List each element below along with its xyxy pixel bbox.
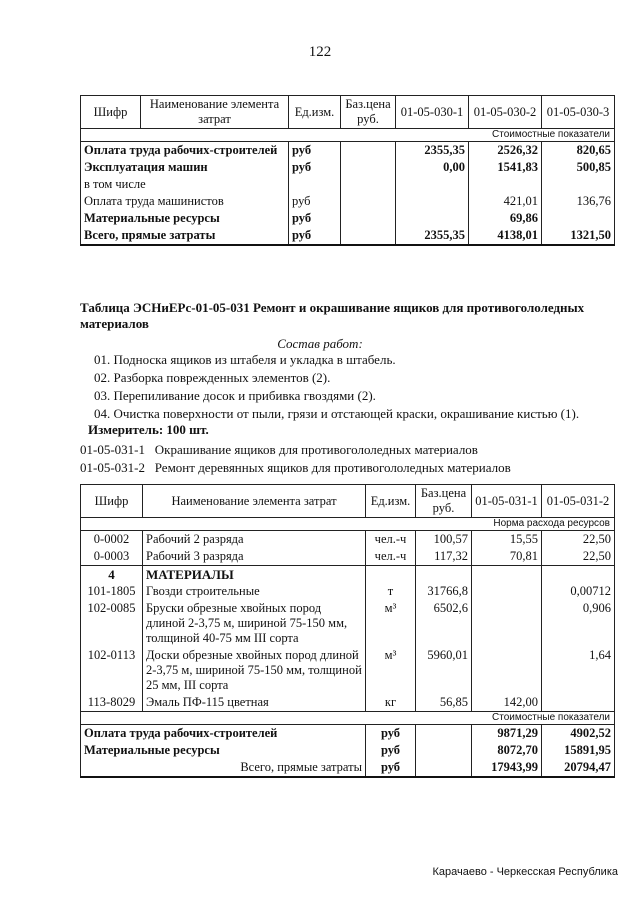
row-value: 70,81 — [472, 548, 542, 566]
row-value: 22,50 — [542, 531, 615, 549]
table-row — [81, 548, 615, 566]
row-value: 0,00 — [396, 159, 469, 176]
cost-table-030 — [80, 95, 615, 246]
row-name: Рабочий 2 разряда — [143, 531, 366, 549]
table-row — [81, 725, 615, 743]
row-unit: руб — [366, 742, 416, 759]
row-value: 15891,95 — [542, 742, 615, 759]
measurement-unit: Измеритель: 100 шт. — [88, 422, 209, 437]
header-col-3: 01-05-030-3 — [542, 96, 615, 129]
row-value: 500,85 — [542, 159, 615, 176]
header-col-2: 01-05-030-2 — [469, 96, 542, 129]
row-name: Оплата труда рабочих-строителей — [81, 725, 366, 743]
row-value: 820,65 — [542, 142, 615, 160]
table-row — [81, 566, 615, 584]
code-line — [80, 460, 511, 476]
row-value: 2355,35 — [396, 142, 469, 160]
row-value: 0,00712 — [542, 583, 615, 600]
code-id: 01-05-031-1 — [80, 442, 145, 457]
header-code: Шифр — [81, 96, 141, 129]
row-code: 113-8029 — [81, 694, 143, 712]
row-unit: т — [366, 583, 416, 600]
row-unit: руб — [289, 210, 341, 227]
row-unit: руб — [289, 159, 341, 176]
category-row — [81, 129, 615, 142]
row-unit: м³ — [366, 647, 416, 694]
row-unit: руб — [289, 193, 341, 210]
table-row — [81, 531, 615, 549]
row-code: 4 — [81, 566, 143, 584]
table-row — [81, 742, 615, 759]
row-unit: м³ — [366, 600, 416, 647]
table-header-row — [81, 485, 615, 518]
row-value: 8072,70 — [472, 742, 542, 759]
row-price: 56,85 — [416, 694, 472, 712]
row-value: 69,86 — [469, 210, 542, 227]
row-name: Материальные ресурсы — [81, 210, 289, 227]
row-value: 1,64 — [542, 647, 615, 694]
row-unit: кг — [366, 694, 416, 712]
row-value: 142,00 — [472, 694, 542, 712]
category-row — [81, 518, 615, 531]
work-item: 04. Очистка поверхности от пыли, грязи и отстающей краски, окрашивание кистью (1). — [94, 406, 580, 421]
row-value: 17943,99 — [472, 759, 542, 777]
table-row — [81, 142, 615, 160]
row-code: 102-0085 — [81, 600, 143, 647]
row-name: Эксплуатация машин — [81, 159, 289, 176]
row-name: Доски обрезные хвойных пород длиной 2-3,75 м, шириной 75-150 мм, толщиной 25 мм, III сорта — [143, 647, 366, 694]
header-name: Наименование элемента затрат — [143, 485, 366, 518]
table-row-total — [81, 759, 615, 777]
row-price: 6502,6 — [416, 600, 472, 647]
row-code: 102-0113 — [81, 647, 143, 694]
row-value: 2355,35 — [396, 227, 469, 245]
header-name: Наименование элемента затрат — [141, 96, 289, 129]
category-label: Стоимостные показатели — [81, 712, 615, 725]
row-value: 421,01 — [469, 193, 542, 210]
row-value: 1541,83 — [469, 159, 542, 176]
row-unit: руб — [366, 759, 416, 777]
row-name: Рабочий 3 разряда — [143, 548, 366, 566]
row-unit: руб — [366, 725, 416, 743]
category-row — [81, 712, 615, 725]
row-value: 15,55 — [472, 531, 542, 549]
header-col-1: 01-05-031-1 — [472, 485, 542, 518]
row-value: 1321,50 — [542, 227, 615, 245]
row-name: Бруски обрезные хвойных пород длиной 2-3,75 м, шириной 75-150 мм, толщиной 40-75 мм III сорта — [143, 600, 366, 647]
row-code: 0-0002 — [81, 531, 143, 549]
footer-region: Карачаево - Черкесская Республика — [432, 866, 618, 878]
row-unit: чел.-ч — [366, 531, 416, 549]
row-value: 136,76 — [542, 193, 615, 210]
row-value: 20794,47 — [542, 759, 615, 777]
table-row — [81, 694, 615, 712]
header-unit: Ед.изм. — [289, 96, 341, 129]
row-name: Всего, прямые затраты — [81, 759, 366, 777]
header-base-price: Баз.цена руб. — [341, 96, 396, 129]
header-unit: Ед.изм. — [366, 485, 416, 518]
header-code: Шифр — [81, 485, 143, 518]
code-text: Окрашивание ящиков для противогололедных материалов — [154, 442, 478, 457]
page-number: 122 — [308, 44, 332, 60]
work-item: 03. Перепиливание досок и прибивка гвоздями (2). — [94, 388, 376, 403]
row-value: 4902,52 — [542, 725, 615, 743]
table-row — [81, 600, 615, 647]
row-price: 5960,01 — [416, 647, 472, 694]
row-name: Эмаль ПФ-115 цветная — [143, 694, 366, 712]
row-name: Всего, прямые затраты — [81, 227, 289, 245]
row-name: Оплата труда машинистов — [81, 193, 289, 210]
row-code: 0-0003 — [81, 548, 143, 566]
code-text: Ремонт деревянных ящиков для противогололедных материалов — [154, 460, 511, 475]
row-code: 101-1805 — [81, 583, 143, 600]
table-row — [81, 193, 615, 210]
table-header-row — [81, 96, 615, 129]
table-row — [81, 583, 615, 600]
code-line — [80, 442, 478, 458]
table-row — [81, 159, 615, 176]
row-name: МАТЕРИАЛЫ — [143, 566, 366, 584]
header-col-1: 01-05-030-1 — [396, 96, 469, 129]
row-value: 0,906 — [542, 600, 615, 647]
category-label: Стоимостные показатели — [81, 129, 615, 142]
row-value: 4138,01 — [469, 227, 542, 245]
table-title: Таблица ЭСНиЕРс-01-05-031 Ремонт и окрашивание ящиков для противогололедных материалов — [80, 300, 585, 331]
table-row-total — [81, 227, 615, 245]
composition-heading: Состав работ: — [277, 336, 363, 351]
category-label: Норма расхода ресурсов — [81, 518, 615, 531]
row-name: Оплата труда рабочих-строителей — [81, 142, 289, 160]
header-col-2: 01-05-031-2 — [542, 485, 615, 518]
row-name: Гвозди строительные — [143, 583, 366, 600]
work-item: 02. Разборка поврежденных элементов (2). — [94, 370, 331, 385]
row-unit: чел.-ч — [366, 548, 416, 566]
table-row — [81, 176, 615, 193]
row-price: 117,32 — [416, 548, 472, 566]
row-value: 22,50 — [542, 548, 615, 566]
code-id: 01-05-031-2 — [80, 460, 145, 475]
table-row — [81, 210, 615, 227]
row-price: 100,57 — [416, 531, 472, 549]
row-value: 2526,32 — [469, 142, 542, 160]
row-name: в том числе — [81, 176, 289, 193]
header-base-price: Баз.цена руб. — [416, 485, 472, 518]
row-price: 31766,8 — [416, 583, 472, 600]
resource-table-031 — [80, 484, 615, 778]
row-name: Материальные ресурсы — [81, 742, 366, 759]
work-item: 01. Подноска ящиков из штабеля и укладка в штабель. — [94, 352, 396, 367]
row-value: 9871,29 — [472, 725, 542, 743]
row-unit: руб — [289, 142, 341, 160]
table-row — [81, 647, 615, 694]
row-unit: руб — [289, 227, 341, 245]
